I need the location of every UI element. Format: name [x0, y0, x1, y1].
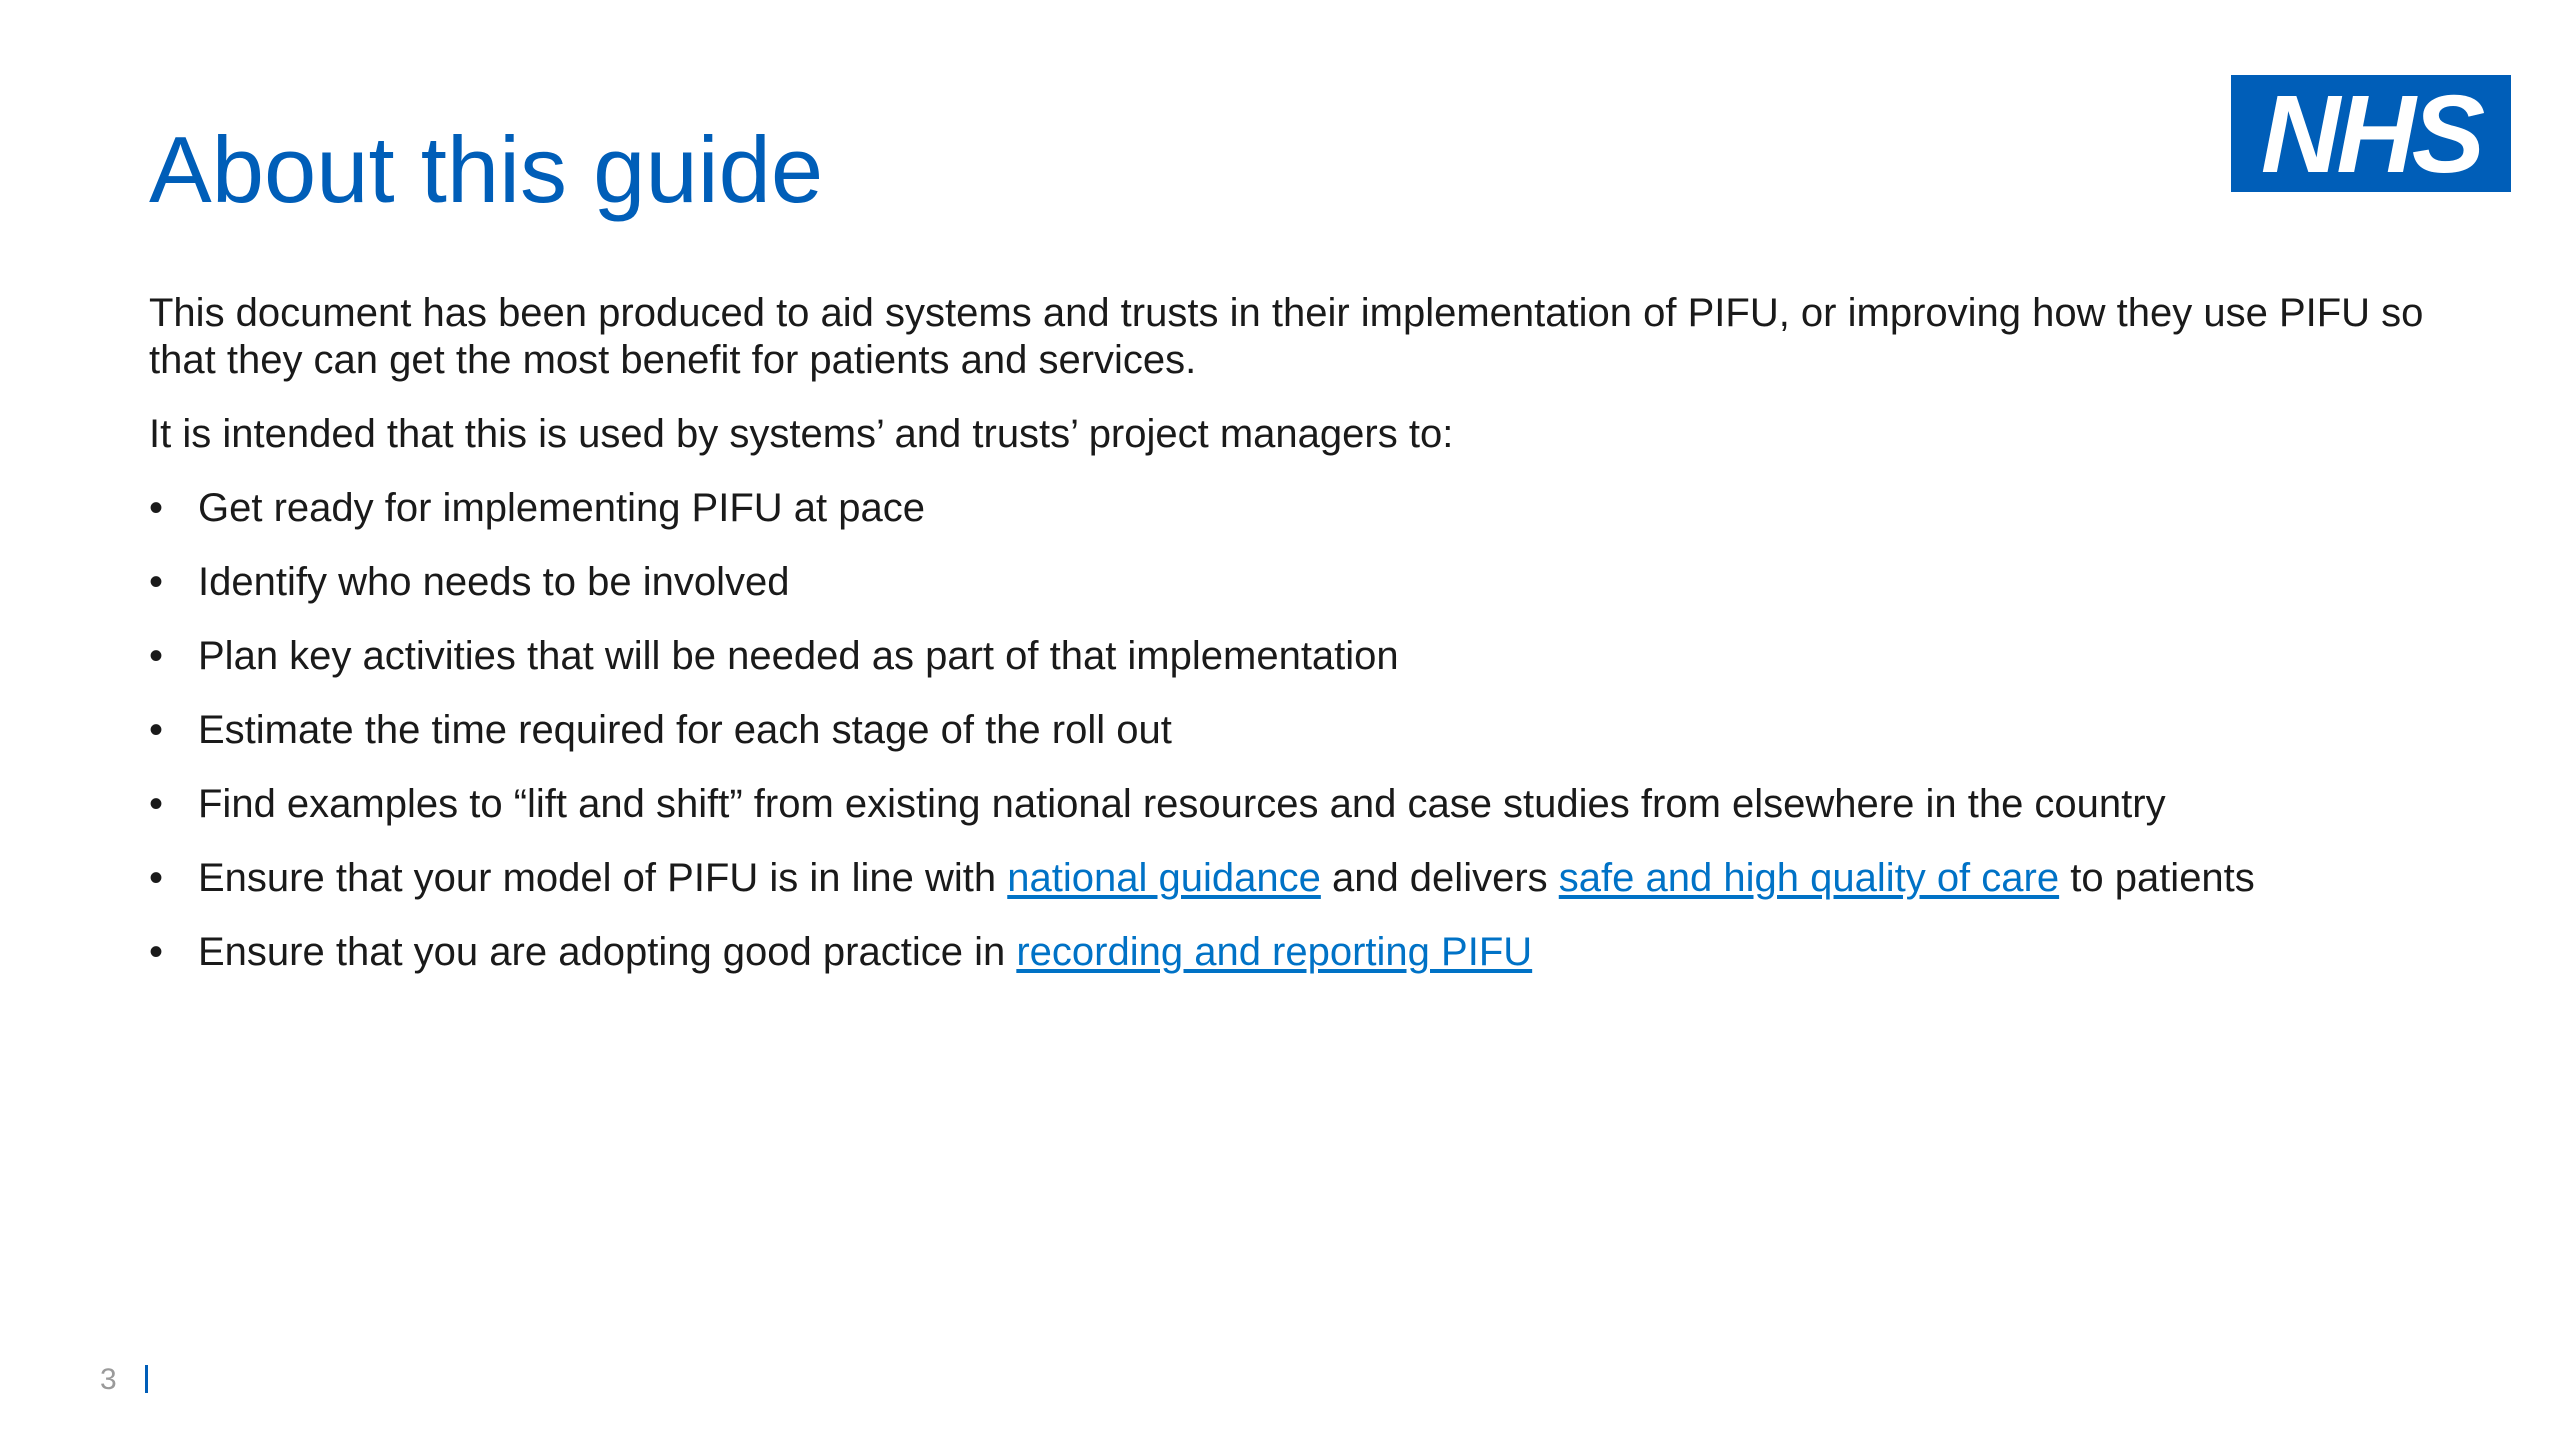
list-item — [149, 485, 2449, 532]
list-item-guidance — [149, 855, 2449, 902]
main-content — [149, 290, 2449, 1003]
bullet-icon: • — [149, 782, 164, 826]
list-item — [149, 633, 2449, 680]
intended-use-paragraph: It is intended that this is used by systems’ and trusts’ project managers to: — [149, 412, 1454, 456]
list-item-text: Estimate the time required for each stage of the roll out — [198, 708, 1172, 752]
bullet-icon: • — [149, 856, 164, 900]
list-item-text: Ensure that your model of PIFU is in line with — [198, 856, 1008, 900]
nhs-logo-text: NHS — [2260, 75, 2482, 192]
list-item-text: Ensure that you are adopting good practice in — [198, 930, 1017, 974]
list-item-text: Identify who needs to be involved — [198, 560, 790, 604]
intro-paragraph: This document has been produced to aid systems and trusts in their implementation of PIFU, or improving how they use PIFU so that they can get the most benefit for patients and services. — [149, 291, 2424, 382]
safe-high-quality-care-link[interactable]: safe and high quality of care — [1558, 856, 2060, 900]
list-item — [149, 707, 2449, 754]
nhs-logo — [2231, 75, 2511, 192]
slide-footer — [100, 1362, 148, 1398]
page-title: About this guide — [149, 117, 824, 222]
objectives-list — [149, 485, 2449, 976]
bullet-icon: • — [149, 486, 164, 530]
list-item-text: Get ready for implementing PIFU at pace — [198, 486, 925, 530]
recording-reporting-pifu-link[interactable]: recording and reporting PIFU — [1016, 930, 1533, 974]
national-guidance-link[interactable]: national guidance — [1007, 856, 1321, 900]
bullet-icon: • — [149, 634, 164, 678]
list-item — [149, 781, 2449, 828]
page-number: 3 — [100, 1363, 117, 1396]
bullet-icon: • — [149, 560, 164, 604]
list-item-reporting — [149, 929, 2449, 976]
list-item-text: to patients — [2059, 856, 2255, 900]
footer-divider — [145, 1365, 148, 1393]
list-item-text: Find examples to “lift and shift” from existing national resources and case studies from elsewhere in the country — [198, 782, 2166, 826]
bullet-icon: • — [149, 708, 164, 752]
bullet-icon: • — [149, 930, 164, 974]
list-item-text: Plan key activities that will be needed as part of that implementation — [198, 634, 1399, 678]
list-item-text: and delivers — [1320, 856, 1559, 900]
list-item — [149, 559, 2449, 606]
